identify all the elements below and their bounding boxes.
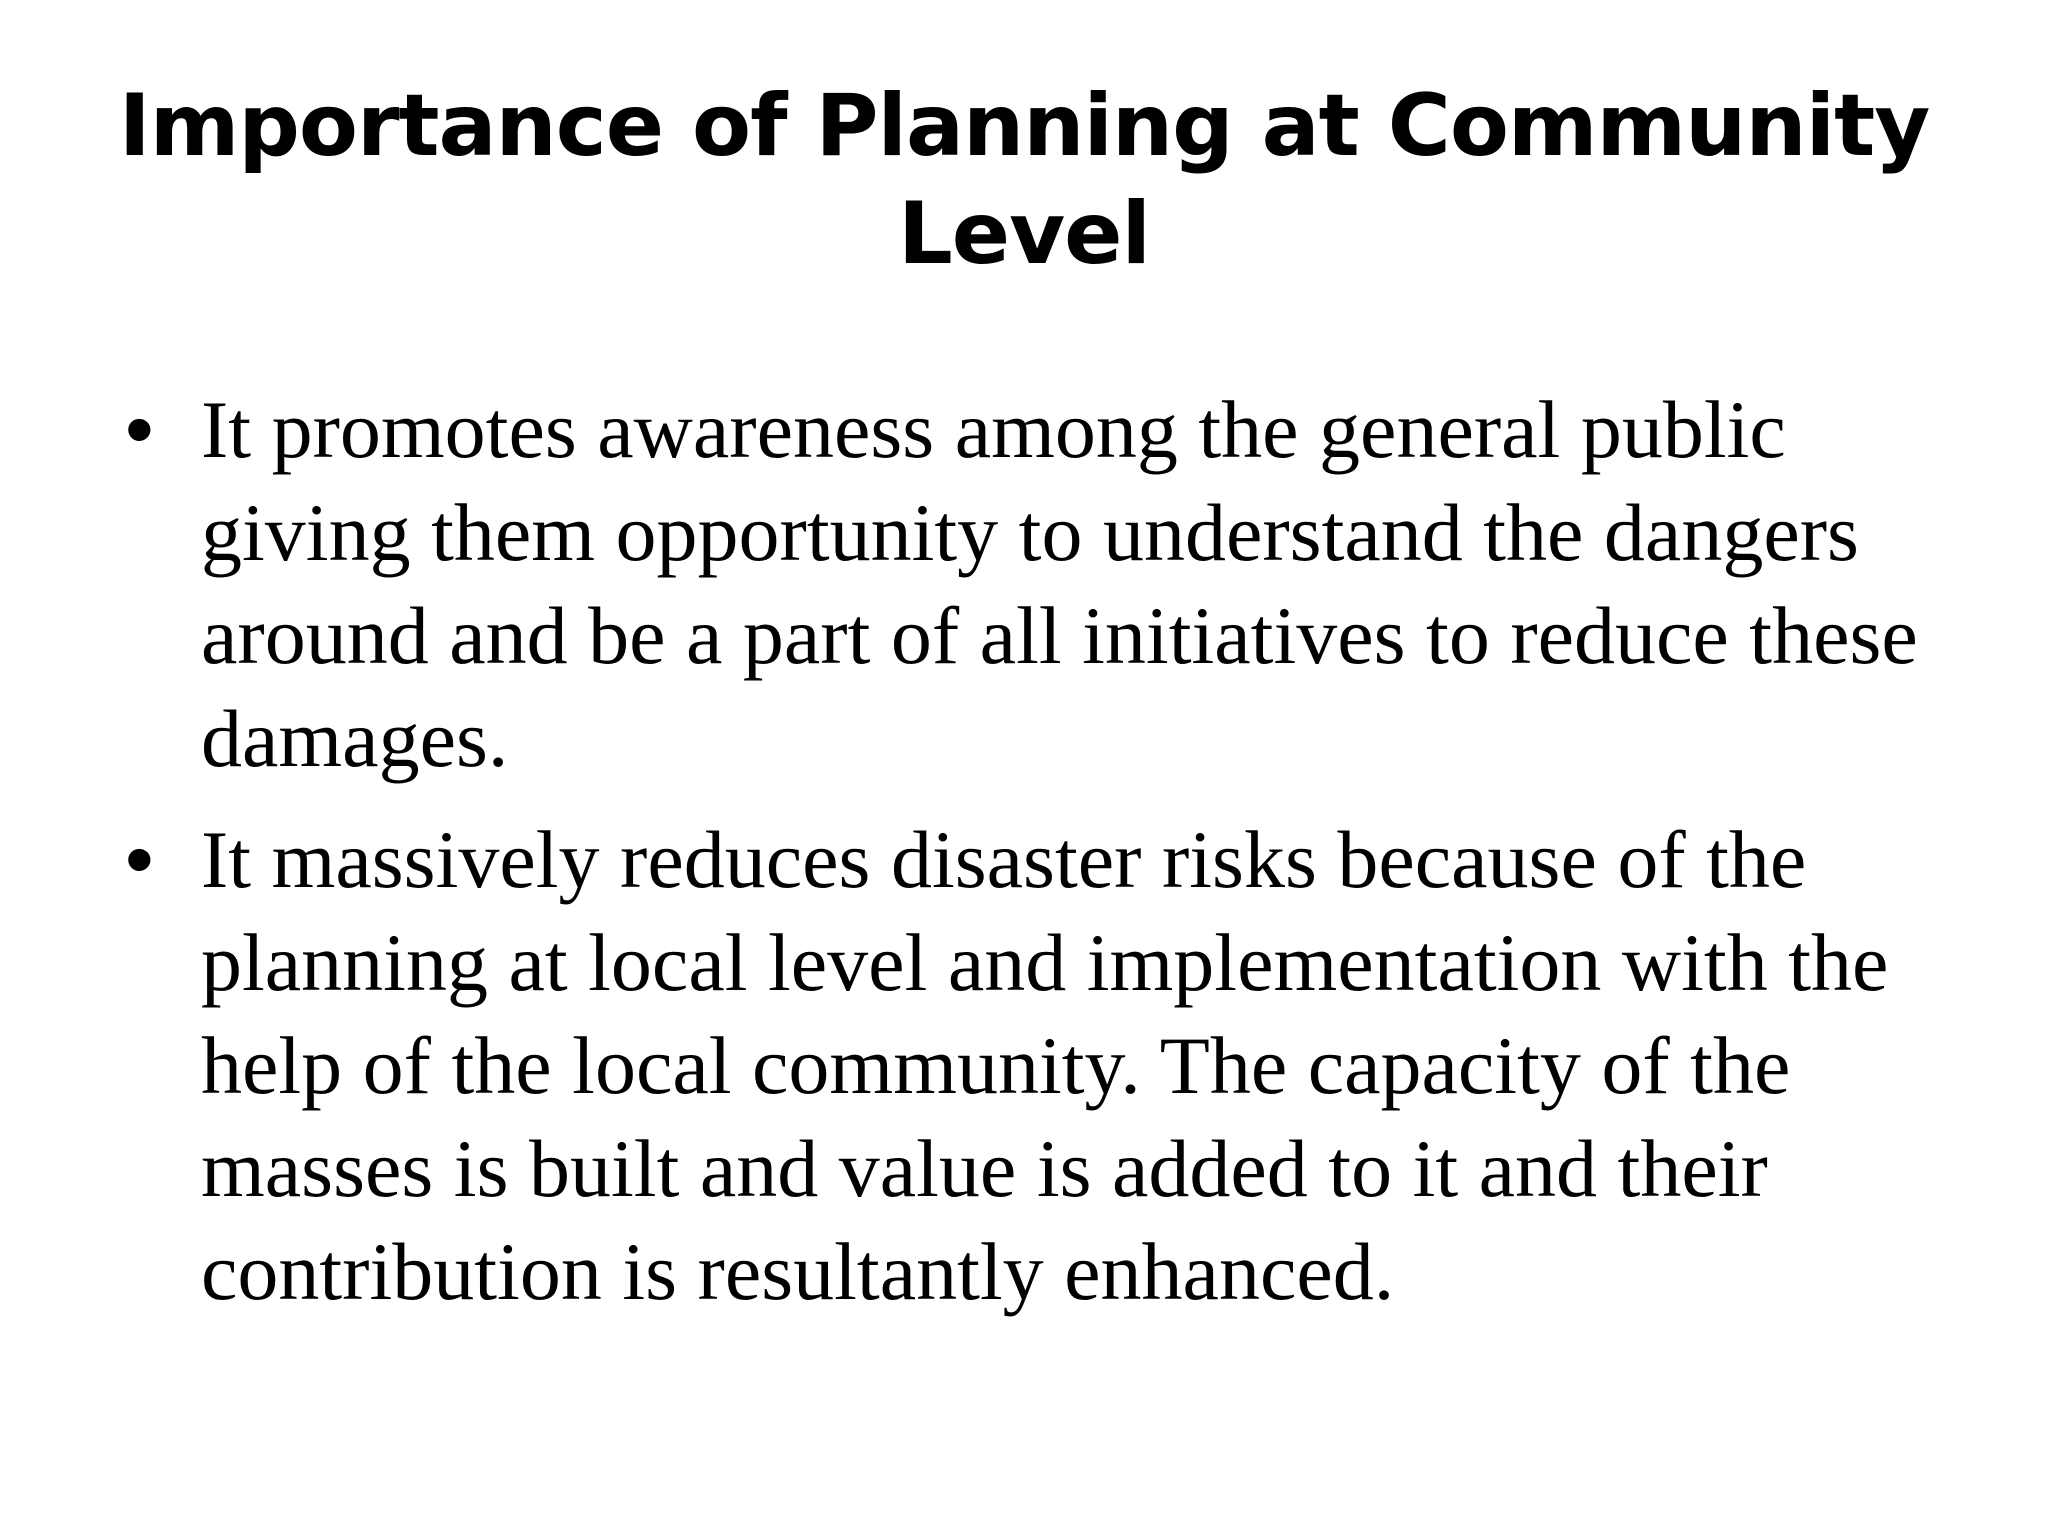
slide-title: Importance of Planning at Community Level	[118, 76, 1930, 284]
bullet-list	[125, 378, 1925, 1341]
bullet-item-risk-reduction	[125, 808, 1925, 1323]
bullet-icon: •	[125, 814, 154, 905]
bullet-icon: •	[125, 384, 154, 475]
bullet-item-awareness	[125, 378, 1925, 790]
bullet-text: It massively reduces disaster risks because of the planning at local level and implementation with the help of the local community. The capacity of the masses is built and value is added to it and their contribution is resultantly enhanced.	[201, 814, 1889, 1317]
bullet-text: It promotes awareness among the general public giving them opportunity to understand the dangers around and be a part of all initiatives to reduce these damages.	[201, 384, 1918, 784]
